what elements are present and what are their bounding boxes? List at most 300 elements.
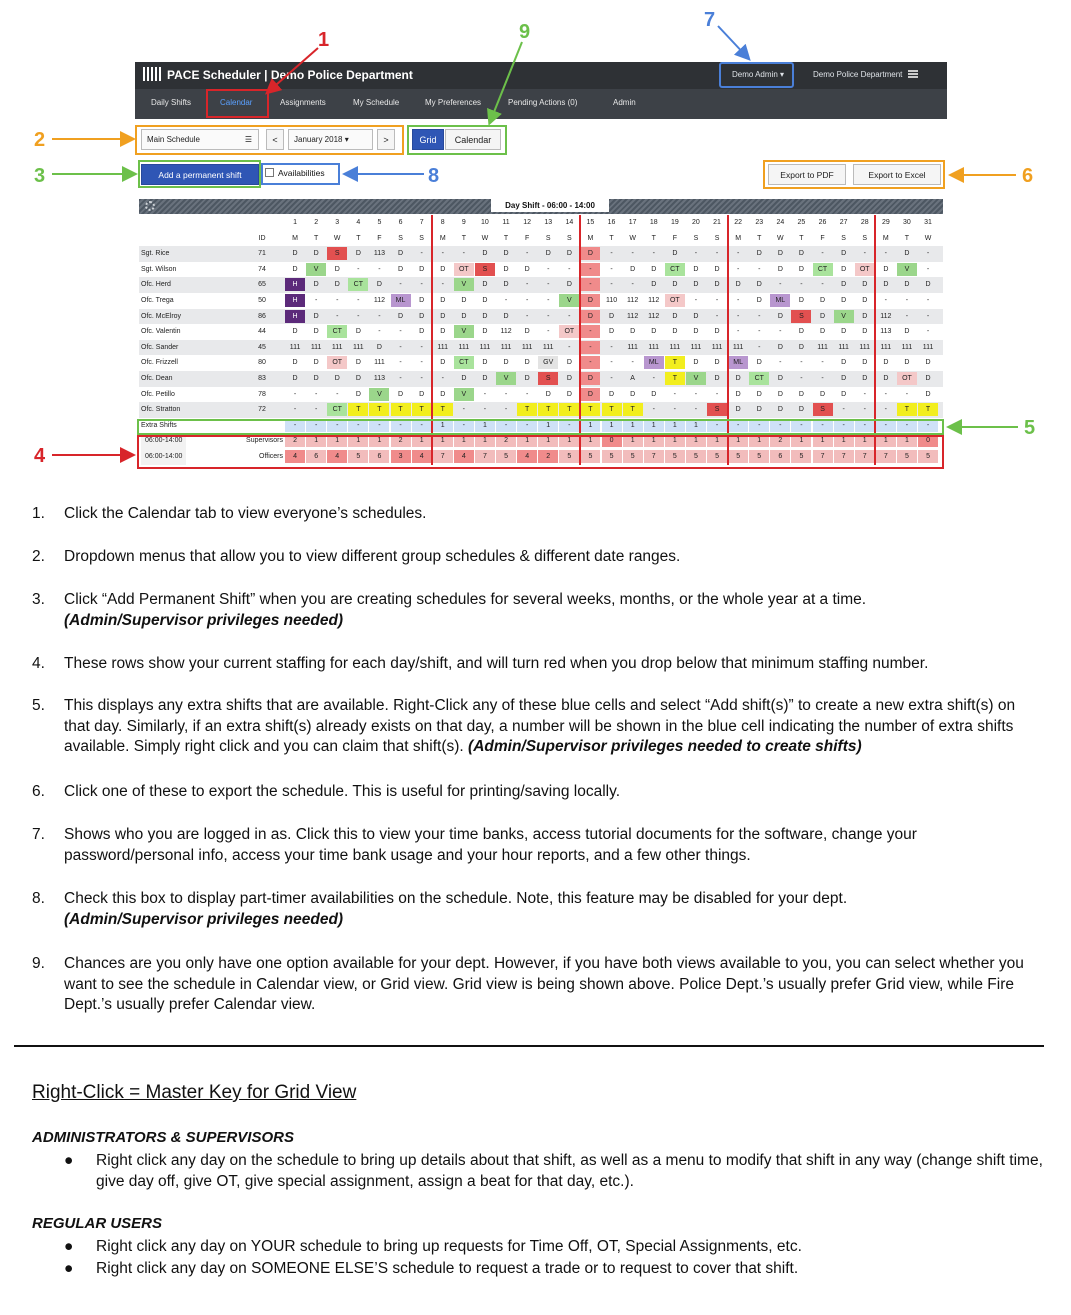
schedule-cell[interactable]: - [293, 390, 297, 398]
schedule-cell[interactable]: - [369, 419, 389, 432]
schedule-cell[interactable]: - [926, 312, 930, 320]
schedule-cell[interactable]: D [313, 359, 319, 367]
schedule-cell[interactable]: - [483, 390, 487, 398]
schedule-cell[interactable]: - [525, 390, 529, 398]
schedule-cell[interactable]: - [736, 265, 740, 273]
schedule-cell[interactable]: T [391, 403, 411, 416]
schedule-cell[interactable]: D [461, 297, 467, 304]
schedule-cell[interactable]: - [399, 359, 402, 367]
schedule-cell[interactable]: - [926, 265, 930, 273]
schedule-cell[interactable]: - [694, 297, 698, 304]
schedule-cell[interactable]: D [820, 297, 826, 304]
schedule-cell[interactable]: V [454, 278, 474, 291]
schedule-cell[interactable]: - [876, 419, 896, 432]
schedule-cell[interactable]: D [883, 265, 889, 273]
schedule-cell[interactable]: D [672, 312, 678, 320]
schedule-cell[interactable]: - [694, 250, 698, 258]
schedule-cell[interactable]: D [841, 390, 847, 398]
schedule-cell[interactable]: T [559, 403, 579, 416]
schedule-cell[interactable]: 113 [373, 375, 386, 382]
schedule-cell[interactable]: D [503, 312, 509, 320]
schedule-cell[interactable]: 111 [690, 343, 702, 351]
schedule-cell[interactable]: 1 [623, 419, 643, 432]
schedule-cell[interactable]: D [862, 359, 868, 367]
calendar-view-button[interactable]: Calendar [445, 129, 501, 150]
schedule-cell[interactable]: 111 [353, 343, 364, 351]
schedule-cell[interactable]: D [841, 250, 847, 258]
schedule-cell[interactable]: D [503, 265, 509, 273]
schedule-cell[interactable]: D [883, 281, 889, 289]
schedule-cell[interactable]: - [412, 419, 432, 432]
schedule-cell[interactable]: D [398, 250, 404, 258]
schedule-cell[interactable]: D [580, 294, 600, 307]
schedule-cell[interactable]: V [559, 294, 579, 307]
schedule-cell[interactable]: - [821, 281, 824, 289]
schedule-cell[interactable]: - [926, 250, 930, 258]
schedule-cell[interactable]: - [504, 390, 508, 398]
schedule-cell[interactable]: D [862, 328, 868, 336]
month-select[interactable]: January 2018 ▾ [288, 129, 373, 150]
schedule-cell[interactable]: D [714, 281, 720, 289]
schedule-cell[interactable]: D [630, 328, 636, 336]
schedule-cell[interactable]: D [883, 359, 889, 367]
schedule-cell[interactable]: - [293, 406, 297, 414]
schedule-cell[interactable]: - [314, 406, 318, 414]
schedule-cell[interactable]: D [566, 359, 572, 367]
schedule-cell[interactable]: 111 [711, 343, 723, 351]
schedule-cell[interactable]: OT [454, 263, 474, 276]
schedule-cell[interactable]: S [813, 403, 833, 416]
schedule-cell[interactable]: D [482, 375, 488, 382]
schedule-cell[interactable]: V [496, 372, 516, 385]
schedule-cell[interactable]: - [336, 312, 339, 320]
schedule-cell[interactable]: D [904, 250, 910, 258]
schedule-cell[interactable]: - [897, 419, 917, 432]
schedule-cell[interactable]: - [336, 297, 339, 304]
schedule-cell[interactable]: D [440, 328, 446, 336]
schedule-cell[interactable]: D [580, 388, 600, 401]
schedule-cell[interactable]: - [525, 250, 529, 258]
schedule-cell[interactable]: 1 [475, 419, 495, 432]
schedule-cell[interactable]: D [313, 281, 319, 289]
schedule-cell[interactable]: - [568, 343, 571, 351]
schedule-cell[interactable]: - [391, 419, 411, 432]
schedule-cell[interactable]: - [779, 328, 782, 336]
grid-view-button[interactable]: Grid [412, 129, 444, 150]
schedule-cell[interactable]: D [714, 328, 720, 336]
schedule-cell[interactable]: D [419, 265, 425, 273]
schedule-cell[interactable]: D [524, 265, 530, 273]
schedule-cell[interactable]: - [504, 406, 508, 414]
tab-assignments[interactable]: Assignments [280, 98, 326, 107]
schedule-cell[interactable]: H [285, 310, 305, 323]
schedule-cell[interactable]: ML [728, 356, 748, 369]
schedule-cell[interactable]: 111 [669, 343, 681, 351]
schedule-cell[interactable]: - [525, 297, 529, 304]
schedule-cell[interactable]: D [580, 310, 600, 323]
schedule-cell[interactable]: T [580, 403, 600, 416]
user-menu-button[interactable]: Demo Admin ▾ [731, 70, 785, 79]
schedule-cell[interactable]: H [285, 278, 305, 291]
schedule-cell[interactable]: D [524, 375, 530, 382]
schedule-cell[interactable]: D [841, 297, 847, 304]
schedule-cell[interactable]: D [440, 312, 446, 320]
schedule-cell[interactable]: 112 [627, 312, 639, 320]
schedule-cell[interactable]: - [694, 406, 698, 414]
schedule-cell[interactable]: - [454, 419, 474, 432]
schedule-cell[interactable]: D [841, 359, 847, 367]
schedule-cell[interactable]: 113 [880, 328, 892, 336]
schedule-cell[interactable]: 113 [373, 250, 386, 258]
schedule-cell[interactable]: 1 [686, 419, 706, 432]
schedule-cell[interactable]: - [441, 375, 444, 382]
schedule-cell[interactable]: - [631, 359, 634, 367]
schedule-cell[interactable]: - [821, 359, 824, 367]
schedule-cell[interactable]: - [517, 419, 537, 432]
schedule-cell[interactable]: D [756, 281, 762, 289]
schedule-cell[interactable]: D [714, 265, 720, 273]
schedule-cell[interactable]: V [369, 388, 389, 401]
schedule-cell[interactable]: D [398, 312, 404, 320]
schedule-cell[interactable]: D [580, 247, 600, 260]
schedule-cell[interactable]: - [728, 419, 748, 432]
schedule-cell[interactable]: D [566, 375, 572, 382]
schedule-cell[interactable]: D [735, 375, 741, 382]
schedule-cell[interactable]: 111 [627, 343, 638, 351]
schedule-cell[interactable]: - [821, 250, 824, 258]
schedule-cell[interactable]: - [610, 281, 613, 289]
schedule-cell[interactable]: - [441, 250, 444, 258]
schedule-cell[interactable]: D [609, 390, 615, 398]
schedule-cell[interactable]: D [524, 328, 530, 336]
schedule-cell[interactable]: D [651, 281, 657, 289]
schedule-cell[interactable]: D [461, 312, 467, 320]
schedule-cell[interactable]: S [707, 403, 727, 416]
schedule-cell[interactable]: 112 [373, 297, 386, 304]
schedule-cell[interactable]: D [798, 406, 804, 414]
schedule-cell[interactable]: T [602, 403, 622, 416]
schedule-cell[interactable]: - [800, 359, 803, 367]
schedule-cell[interactable]: ML [644, 356, 664, 369]
schedule-cell[interactable]: D [609, 312, 615, 320]
schedule-cell[interactable]: 111 [289, 343, 301, 351]
schedule-cell[interactable]: OT [855, 263, 875, 276]
schedule-cell[interactable]: T [369, 403, 389, 416]
schedule-cell[interactable]: T [348, 403, 368, 416]
schedule-cell[interactable]: D [419, 328, 425, 336]
schedule-cell[interactable]: 1 [602, 419, 622, 432]
schedule-cell[interactable]: D [820, 328, 826, 336]
schedule-cell[interactable]: CT [327, 325, 347, 338]
schedule-cell[interactable]: - [547, 281, 550, 289]
schedule-cell[interactable]: D [820, 312, 826, 320]
schedule-cell[interactable]: 111 [542, 343, 554, 351]
schedule-cell[interactable]: 111 [437, 343, 449, 351]
schedule-cell[interactable]: - [314, 297, 318, 304]
schedule-cell[interactable]: T [918, 403, 938, 416]
schedule-cell[interactable]: - [770, 419, 790, 432]
schedule-cell[interactable]: - [926, 297, 930, 304]
schedule-cell[interactable]: - [758, 265, 761, 273]
schedule-cell[interactable]: 111 [817, 343, 828, 351]
schedule-cell[interactable]: V [834, 310, 854, 323]
schedule-cell[interactable]: D [482, 281, 488, 289]
schedule-cell[interactable]: D [693, 312, 699, 320]
schedule-cell[interactable]: D [355, 250, 361, 258]
schedule-cell[interactable]: D [672, 328, 678, 336]
schedule-cell[interactable]: - [357, 297, 360, 304]
schedule-cell[interactable]: CT [813, 263, 833, 276]
schedule-cell[interactable]: - [462, 406, 466, 414]
schedule-cell[interactable]: - [610, 265, 613, 273]
schedule-cell[interactable]: D [482, 250, 488, 258]
schedule-cell[interactable]: - [926, 328, 930, 336]
schedule-cell[interactable]: D [292, 250, 298, 258]
schedule-cell[interactable]: D [756, 297, 762, 304]
schedule-cell[interactable]: - [779, 281, 782, 289]
schedule-cell[interactable]: OT [559, 325, 579, 338]
schedule-cell[interactable]: - [580, 263, 600, 276]
schedule-cell[interactable]: D [334, 281, 340, 289]
schedule-cell[interactable]: - [441, 281, 444, 289]
schedule-cell[interactable]: - [715, 312, 719, 320]
schedule-cell[interactable]: 1 [644, 419, 664, 432]
schedule-cell[interactable]: D [777, 265, 783, 273]
schedule-cell[interactable]: D [503, 281, 509, 289]
tab-my-schedule[interactable]: My Schedule [353, 98, 400, 107]
schedule-cell[interactable]: D [419, 390, 425, 398]
schedule-cell[interactable]: - [580, 325, 600, 338]
schedule-cell[interactable]: OT [327, 356, 347, 369]
schedule-cell[interactable]: 1 [665, 419, 685, 432]
schedule-cell[interactable]: - [673, 390, 677, 398]
schedule-cell[interactable]: - [547, 312, 550, 320]
schedule-cell[interactable]: 112 [648, 312, 660, 320]
schedule-cell[interactable]: T [517, 403, 537, 416]
schedule-cell[interactable]: T [665, 372, 685, 385]
schedule-cell[interactable]: - [652, 406, 655, 414]
schedule-cell[interactable]: D [735, 281, 741, 289]
schedule-cell[interactable]: - [631, 250, 634, 258]
schedule-cell[interactable]: D [798, 250, 804, 258]
schedule-cell[interactable]: D [440, 359, 446, 367]
schedule-cell[interactable]: - [336, 390, 339, 398]
schedule-cell[interactable]: - [791, 419, 811, 432]
tab-pending-actions[interactable]: Pending Actions (0) [508, 98, 578, 107]
schedule-cell[interactable]: V [454, 388, 474, 401]
schedule-cell[interactable]: - [547, 265, 550, 273]
schedule-cell[interactable]: - [715, 297, 719, 304]
schedule-cell[interactable]: - [715, 250, 719, 258]
schedule-cell[interactable]: D [841, 265, 847, 273]
schedule-cell[interactable]: D [777, 406, 783, 414]
schedule-cell[interactable]: D [777, 250, 783, 258]
schedule-cell[interactable]: D [376, 343, 382, 351]
schedule-cell[interactable]: - [420, 343, 423, 351]
schedule-cell[interactable]: D [376, 281, 382, 289]
prev-month-button[interactable]: < [266, 129, 284, 150]
schedule-cell[interactable]: D [440, 265, 446, 273]
schedule-cell[interactable]: D [904, 281, 910, 289]
schedule-cell[interactable]: - [758, 328, 761, 336]
schedule-cell[interactable]: D [777, 343, 783, 351]
add-permanent-shift-button[interactable]: Add a permanent shift [141, 164, 259, 185]
schedule-cell[interactable]: - [420, 359, 423, 367]
schedule-cell[interactable]: - [707, 419, 727, 432]
schedule-cell[interactable]: - [884, 406, 888, 414]
schedule-cell[interactable]: - [547, 297, 550, 304]
schedule-cell[interactable]: D [419, 297, 425, 304]
schedule-cell[interactable]: T [623, 403, 643, 416]
schedule-cell[interactable]: D [398, 390, 404, 398]
schedule-cell[interactable]: - [694, 390, 698, 398]
schedule-cell[interactable]: D [925, 359, 931, 367]
schedule-cell[interactable]: D [313, 328, 319, 336]
schedule-cell[interactable]: - [736, 328, 740, 336]
schedule-cell[interactable]: - [327, 419, 347, 432]
schedule-cell[interactable]: D [651, 390, 657, 398]
schedule-cell[interactable]: D [580, 372, 600, 385]
schedule-cell[interactable]: - [610, 250, 613, 258]
schedule-cell[interactable]: T [412, 403, 432, 416]
schedule-cell[interactable]: D [651, 328, 657, 336]
schedule-cell[interactable]: - [863, 406, 866, 414]
schedule-cell[interactable]: - [504, 297, 508, 304]
schedule-cell[interactable]: - [884, 297, 888, 304]
schedule-cell[interactable]: D [482, 312, 488, 320]
schedule-cell[interactable]: - [863, 250, 866, 258]
schedule-cell[interactable]: - [631, 281, 634, 289]
schedule-cell[interactable]: 112 [648, 297, 660, 304]
schedule-cell[interactable]: D [482, 297, 488, 304]
schedule-cell[interactable]: D [883, 375, 889, 382]
schedule-cell[interactable]: D [714, 375, 720, 382]
schedule-cell[interactable]: 111 [732, 343, 744, 351]
schedule-cell[interactable]: - [285, 419, 305, 432]
schedule-cell[interactable]: - [547, 328, 550, 336]
schedule-cell[interactable]: D [925, 375, 931, 382]
schedule-cell[interactable]: D [756, 250, 762, 258]
schedule-cell[interactable]: H [285, 294, 305, 307]
schedule-cell[interactable]: D [862, 312, 868, 320]
schedule-cell[interactable]: D [862, 297, 868, 304]
schedule-cell[interactable]: 111 [310, 343, 322, 351]
schedule-cell[interactable]: - [568, 312, 571, 320]
schedule-cell[interactable]: D [798, 343, 804, 351]
schedule-cell[interactable]: - [399, 375, 402, 382]
schedule-cell[interactable]: D [355, 390, 361, 398]
schedule-cell[interactable]: D [609, 328, 615, 336]
schedule-cell[interactable]: D [693, 265, 699, 273]
schedule-cell[interactable]: D [798, 328, 804, 336]
schedule-cell[interactable]: D [820, 390, 826, 398]
schedule-cell[interactable]: D [398, 265, 404, 273]
schedule-cell[interactable]: CT [454, 356, 474, 369]
schedule-cell[interactable]: D [798, 390, 804, 398]
schedule-cell[interactable]: T [433, 403, 453, 416]
schedule-cell[interactable]: - [420, 250, 423, 258]
schedule-cell[interactable]: - [652, 250, 655, 258]
schedule-cell[interactable]: ML [391, 294, 411, 307]
schedule-cell[interactable]: - [652, 375, 655, 382]
schedule-cell[interactable]: - [749, 419, 769, 432]
schedule-cell[interactable]: 112 [627, 297, 639, 304]
schedule-cell[interactable]: D [756, 406, 762, 414]
schedule-cell[interactable]: S [327, 247, 347, 260]
schedule-cell[interactable]: - [918, 419, 938, 432]
schedule-cell[interactable]: D [693, 328, 699, 336]
schedule-cell[interactable]: D [693, 359, 699, 367]
schedule-cell[interactable]: - [800, 375, 803, 382]
schedule-cell[interactable]: D [714, 359, 720, 367]
schedule-cell[interactable]: - [483, 406, 487, 414]
schedule-cell[interactable]: D [735, 390, 741, 398]
schedule-cell[interactable]: - [378, 312, 381, 320]
schedule-cell[interactable]: V [306, 263, 326, 276]
schedule-cell[interactable]: - [496, 419, 516, 432]
schedule-cell[interactable]: CT [665, 263, 685, 276]
schedule-cell[interactable]: D [798, 297, 804, 304]
schedule-cell[interactable]: ML [770, 294, 790, 307]
tab-admin[interactable]: Admin [613, 98, 636, 107]
schedule-cell[interactable]: T [538, 403, 558, 416]
schedule-cell[interactable]: D [566, 390, 572, 398]
schedule-cell[interactable]: D [841, 328, 847, 336]
schedule-cell[interactable]: - [559, 419, 579, 432]
schedule-cell[interactable]: 111 [500, 343, 512, 351]
schedule-cell[interactable]: - [736, 250, 740, 258]
schedule-cell[interactable]: CT [348, 278, 368, 291]
schedule-cell[interactable]: D [777, 390, 783, 398]
schedule-cell[interactable]: GV [538, 356, 558, 369]
schedule-cell[interactable]: - [420, 281, 423, 289]
schedule-cell[interactable]: D [651, 265, 657, 273]
schedule-cell[interactable]: 112 [880, 312, 892, 320]
schedule-cell[interactable]: V [686, 372, 706, 385]
schedule-cell[interactable]: - [348, 419, 368, 432]
schedule-cell[interactable]: D [566, 250, 572, 258]
schedule-cell[interactable]: D [841, 281, 847, 289]
schedule-cell[interactable]: - [884, 250, 888, 258]
schedule-cell[interactable]: - [378, 265, 381, 273]
tab-calendar[interactable]: Calendar [220, 98, 253, 107]
schedule-cell[interactable]: - [306, 419, 326, 432]
schedule-cell[interactable]: D [630, 390, 636, 398]
schedule-cell[interactable]: T [665, 356, 685, 369]
schedule-cell[interactable]: CT [327, 403, 347, 416]
schedule-cell[interactable]: OT [665, 294, 685, 307]
schedule-cell[interactable]: A [630, 375, 635, 382]
schedule-cell[interactable]: - [525, 312, 529, 320]
schedule-cell[interactable]: - [568, 265, 571, 273]
schedule-cell[interactable]: - [399, 281, 402, 289]
export-excel-button[interactable]: Export to Excel [853, 164, 941, 185]
schedule-cell[interactable]: 111 [458, 343, 470, 351]
schedule-cell[interactable]: OT [897, 372, 917, 385]
schedule-cell[interactable]: D [904, 328, 910, 336]
schedule-cell[interactable]: D [777, 312, 783, 320]
schedule-cell[interactable]: - [800, 281, 803, 289]
schedule-cell[interactable]: - [525, 281, 529, 289]
schedule-cell[interactable]: D [630, 265, 636, 273]
schedule-cell[interactable]: D [503, 359, 509, 367]
schedule-cell[interactable]: D [798, 265, 804, 273]
schedule-cell[interactable]: - [758, 312, 761, 320]
schedule-cell[interactable]: D [777, 375, 783, 382]
schedule-cell[interactable]: D [334, 375, 340, 382]
schedule-cell[interactable]: - [736, 297, 740, 304]
schedule-cell[interactable]: D [419, 312, 425, 320]
